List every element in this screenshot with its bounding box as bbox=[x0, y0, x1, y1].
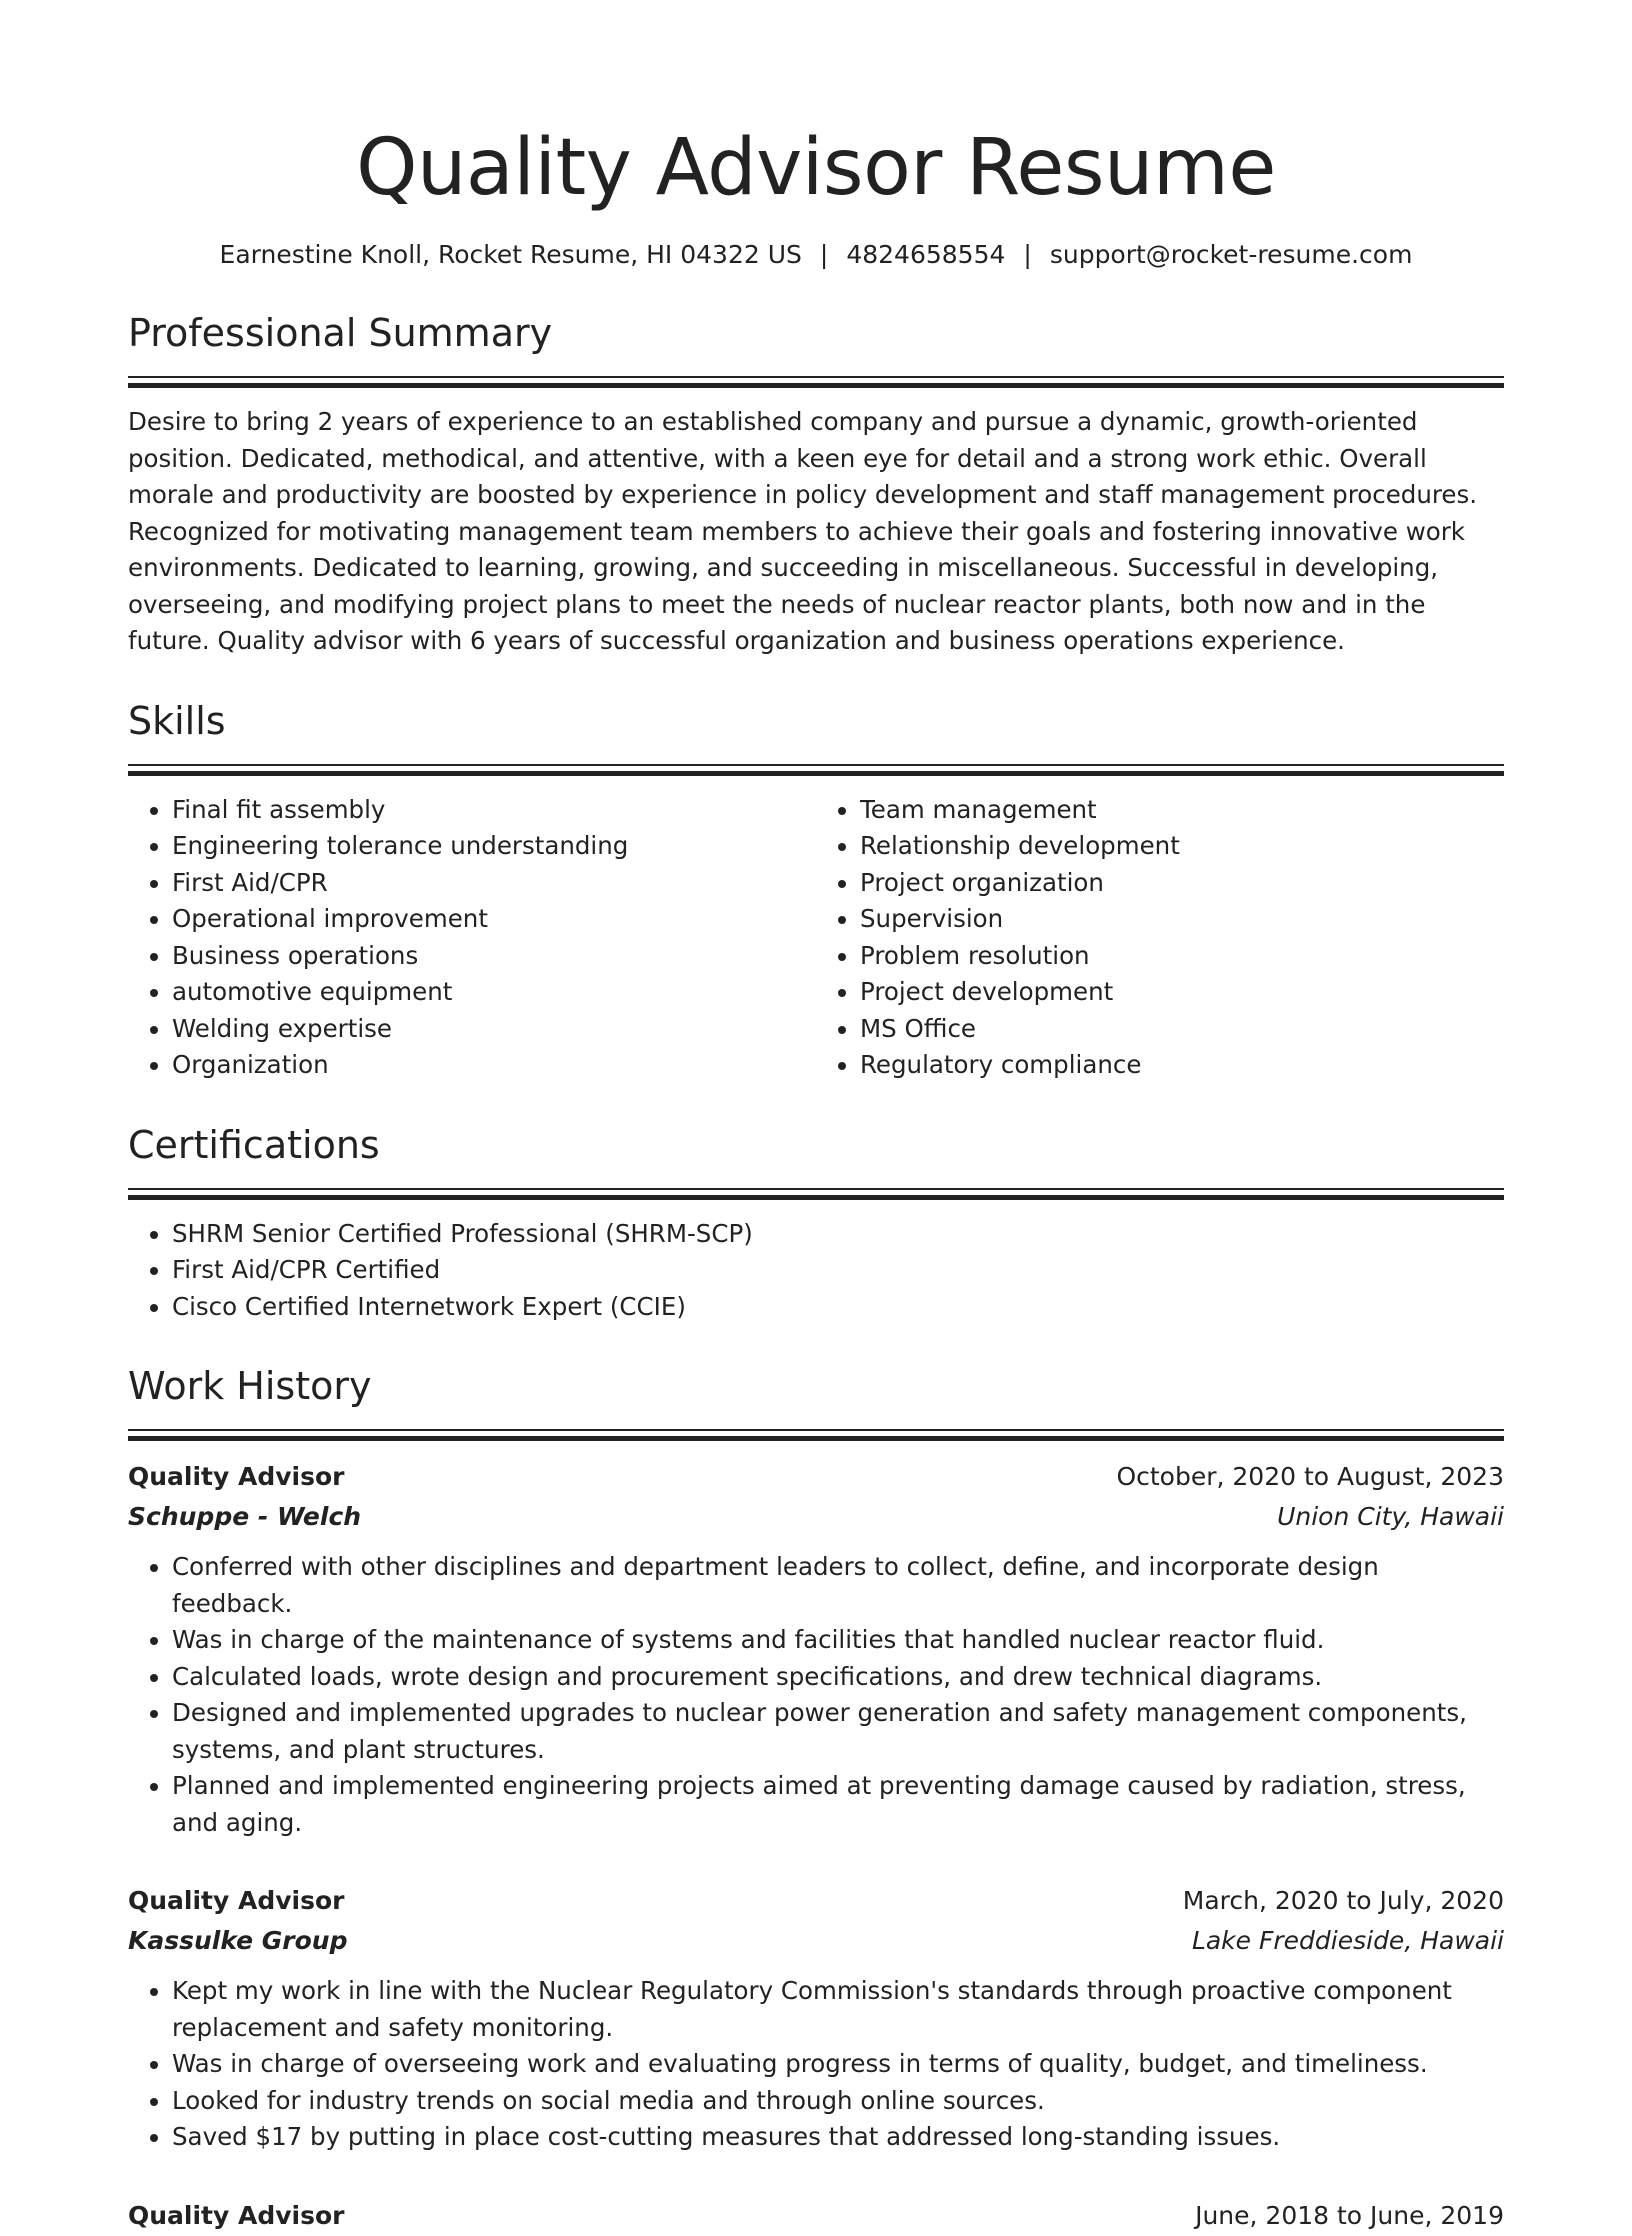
job-company-row bbox=[128, 1921, 1504, 1961]
skill-item: • Organization bbox=[172, 1047, 816, 1084]
certifications-list bbox=[128, 1216, 1504, 1326]
skill-item: • Project organization bbox=[860, 865, 1504, 902]
resume-title: Quality Advisor Resume bbox=[356, 123, 1276, 213]
section-divider bbox=[128, 764, 1504, 776]
job-bullet: • Calculated loads, wrote design and procurement specifications, and drew technical diagrams. bbox=[172, 1659, 1504, 1696]
certification-item: • First Aid/CPR Certified bbox=[172, 1252, 1504, 1289]
job-title: Quality Advisor bbox=[128, 1886, 345, 1915]
job-bullet: • Looked for industry trends on social media and through online sources. bbox=[172, 2083, 1504, 2120]
skills-list-left bbox=[128, 792, 816, 1084]
skill-item: • Team management bbox=[860, 792, 1504, 829]
certifications-heading: Certifications bbox=[128, 1122, 380, 1167]
job-entry bbox=[128, 1457, 1504, 1841]
work-history-section bbox=[128, 1361, 1504, 1441]
skill-item: • Project development bbox=[860, 974, 1504, 1011]
job-company: Schuppe - Welch bbox=[128, 1502, 362, 1531]
job-header-row bbox=[128, 1881, 1504, 1921]
skill-item: • automotive equipment bbox=[172, 974, 816, 1011]
skills-list-right bbox=[816, 792, 1504, 1084]
skill-item: • Operational improvement bbox=[172, 901, 816, 938]
job-bullet: • Designed and implemented upgrades to nuclear power generation and safety management components, systems, and plant structures. bbox=[172, 1695, 1504, 1768]
skill-item: • Problem resolution bbox=[860, 938, 1504, 975]
job-bullet: • Saved $17 by putting in place cost-cutting measures that addressed long-standing issues. bbox=[172, 2119, 1504, 2156]
job-bullet: • Was in charge of the maintenance of systems and facilities that handled nuclear reactor fluid. bbox=[172, 1622, 1504, 1659]
contact-address: Earnestine Knoll, Rocket Resume, HI 04322 US bbox=[219, 240, 802, 269]
certification-item: • Cisco Certified Internetwork Expert (CCIE) bbox=[172, 1289, 1504, 1326]
certifications-section bbox=[128, 1120, 1504, 1200]
skill-item: • Final fit assembly bbox=[172, 792, 816, 829]
job-location: Lake Freddieside, Hawaii bbox=[1191, 1926, 1504, 1955]
job-location: Union City, Hawaii bbox=[1277, 1502, 1504, 1531]
job-bullet: • Conferred with other disciplines and department leaders to collect, define, and incorporate design feedback. bbox=[172, 1549, 1504, 1622]
certification-item: • SHRM Senior Certified Professional (SHRM-SCP) bbox=[172, 1216, 1504, 1253]
contact-line bbox=[128, 238, 1504, 272]
skill-item: • MS Office bbox=[860, 1011, 1504, 1048]
skills-section bbox=[128, 696, 1504, 776]
skills-heading: Skills bbox=[128, 698, 226, 743]
work-history-heading: Work History bbox=[128, 1364, 372, 1408]
job-header-row bbox=[128, 1457, 1504, 1497]
job-title: Quality Advisor bbox=[128, 1462, 345, 1491]
job-bullet: • Planned and implemented engineering projects aimed at preventing damage caused by radiation, stress, and aging. bbox=[172, 1768, 1504, 1841]
contact-phone: 4824658554 bbox=[846, 240, 1006, 269]
summary-text: Desire to bring 2 years of experience to an established company and pursue a dynamic, growth-oriented position. Dedicated, methodical, and attentive, with a keen eye for detail and a strong work ethic. Overall morale and productivity are boosted by experience in policy development and staff management procedures. Recognized for motivating management team members to achieve their goals and fostering innovative work environments. Dedicated to learning, growing, and succeeding in miscellaneous. Successful in developing, overseeing, and modifying project plans to meet the needs of nuclear reactor plants, both now and in the future. Quality advisor with 6 years of successful organization and business operations experience. bbox=[128, 407, 1478, 655]
skill-item: • Regulatory compliance bbox=[860, 1047, 1504, 1084]
job-dates: June, 2018 to June, 2019 bbox=[1195, 2200, 1504, 2230]
skill-item: • First Aid/CPR bbox=[172, 865, 816, 902]
job-bullets bbox=[128, 1973, 1504, 2156]
section-divider bbox=[128, 1429, 1504, 1441]
contact-separator: | bbox=[1023, 240, 1032, 269]
job-title: Quality Advisor bbox=[128, 2200, 345, 2230]
skill-item: • Engineering tolerance understanding bbox=[172, 828, 816, 865]
skills-columns bbox=[128, 792, 1504, 1084]
job-company-row bbox=[128, 1497, 1504, 1537]
skill-item: • Business operations bbox=[172, 938, 816, 975]
skill-item: • Welding expertise bbox=[172, 1011, 816, 1048]
contact-email: support@rocket-resume.com bbox=[1049, 240, 1413, 269]
job-bullet: • Was in charge of overseeing work and evaluating progress in terms of quality, budget, and timeliness. bbox=[172, 2046, 1504, 2083]
skill-item: • Supervision bbox=[860, 901, 1504, 938]
job-entry bbox=[128, 2196, 1504, 2236]
job-bullets bbox=[128, 1549, 1504, 1841]
job-company: Kassulke Group bbox=[128, 1926, 348, 1955]
contact-separator: | bbox=[819, 240, 829, 269]
section-divider bbox=[128, 376, 1504, 388]
job-dates: March, 2020 to July, 2020 bbox=[1182, 1886, 1504, 1915]
job-entry bbox=[128, 1881, 1504, 2156]
summary-section bbox=[128, 308, 1504, 388]
section-divider bbox=[128, 1188, 1504, 1200]
job-bullet: • Kept my work in line with the Nuclear Regulatory Commission's standards through proactive component replacement and safety monitoring. bbox=[172, 1973, 1504, 2046]
job-dates: October, 2020 to August, 2023 bbox=[1116, 1462, 1504, 1491]
job-header-row bbox=[128, 2196, 1504, 2236]
summary-heading: Professional Summary bbox=[128, 311, 553, 355]
skill-item: • Relationship development bbox=[860, 828, 1504, 865]
